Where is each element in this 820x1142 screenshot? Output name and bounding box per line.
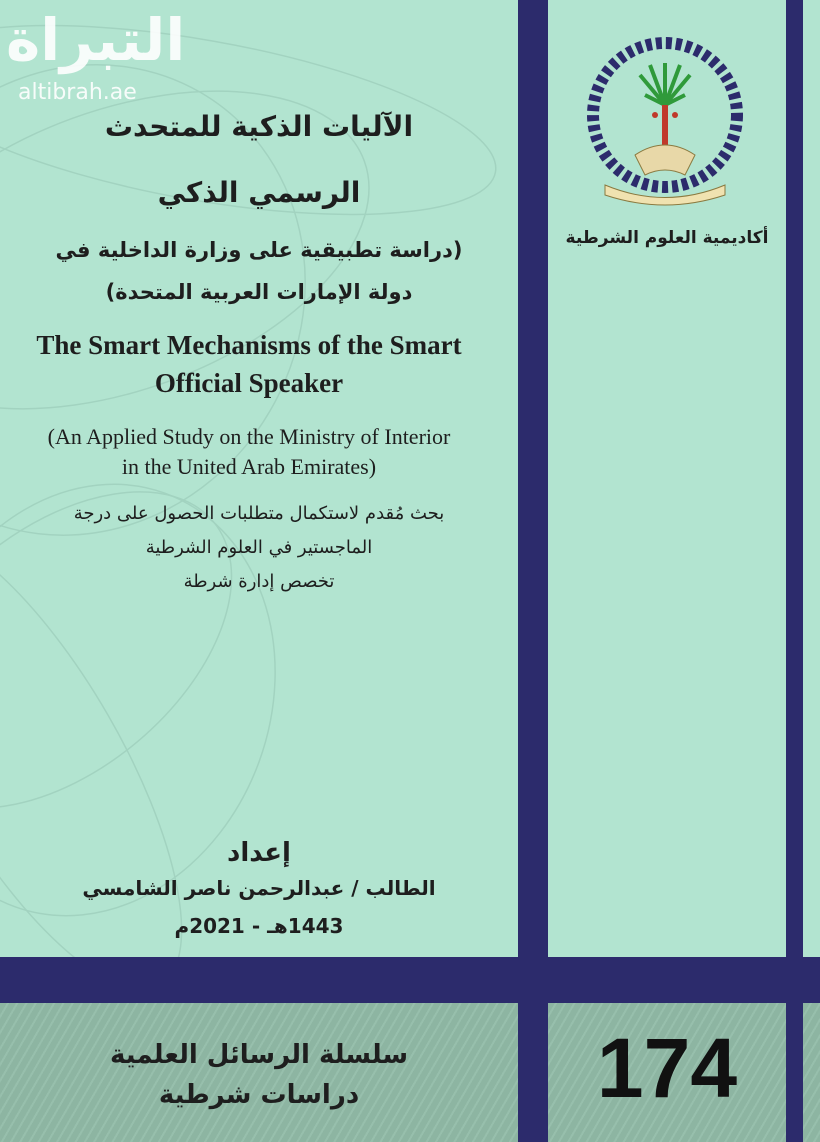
watermark-logo: التبراة: [6, 6, 186, 74]
author-name: الطالب / عبدالرحمن ناصر الشامسي: [82, 876, 436, 900]
title-ar-line2: الرسمي الذكي: [157, 176, 361, 209]
horizontal-bar: [0, 957, 820, 1003]
series-line2: دراسات شرطية: [158, 1080, 360, 1110]
subtitle-en-line2: in the United Arab Emirates): [121, 454, 377, 479]
title-en-line1: The Smart Mechanisms of the Smart: [36, 330, 462, 360]
title-ar-line1: الآليات الذكية للمتحدث: [104, 110, 414, 143]
bottom-panel-edge: [803, 1003, 820, 1142]
title-en-line2: Official Speaker: [154, 368, 344, 398]
degree-line2: الماجستير في العلوم الشرطية: [145, 537, 373, 558]
bottom-panel-left: [0, 1003, 518, 1142]
subtitle-ar-line2: دولة الإمارات العربية المتحدة): [105, 280, 413, 304]
degree-line1: بحث مُقدم لاستكمال متطلبات الحصول على درجة: [73, 503, 445, 524]
publisher-name: أكاديمية العلوم الشرطية: [565, 228, 769, 248]
author-label: إعداد: [227, 838, 291, 868]
series-line1: سلسلة الرسائل العلمية: [109, 1040, 409, 1070]
publication-date: 1443هـ - 2021م: [174, 914, 344, 938]
academy-seal-icon: [585, 35, 745, 210]
watermark-site: altibrah.ae: [18, 80, 137, 105]
degree-line3: تخصص إدارة شرطة: [183, 571, 335, 592]
subtitle-en-line1: (An Applied Study on the Ministry of Interior: [47, 424, 451, 449]
subtitle-ar-line1: (دراسة تطبيقية على وزارة الداخلية في: [55, 238, 463, 262]
series-number: 174: [596, 1021, 738, 1115]
watermark: [6, 0, 185, 105]
